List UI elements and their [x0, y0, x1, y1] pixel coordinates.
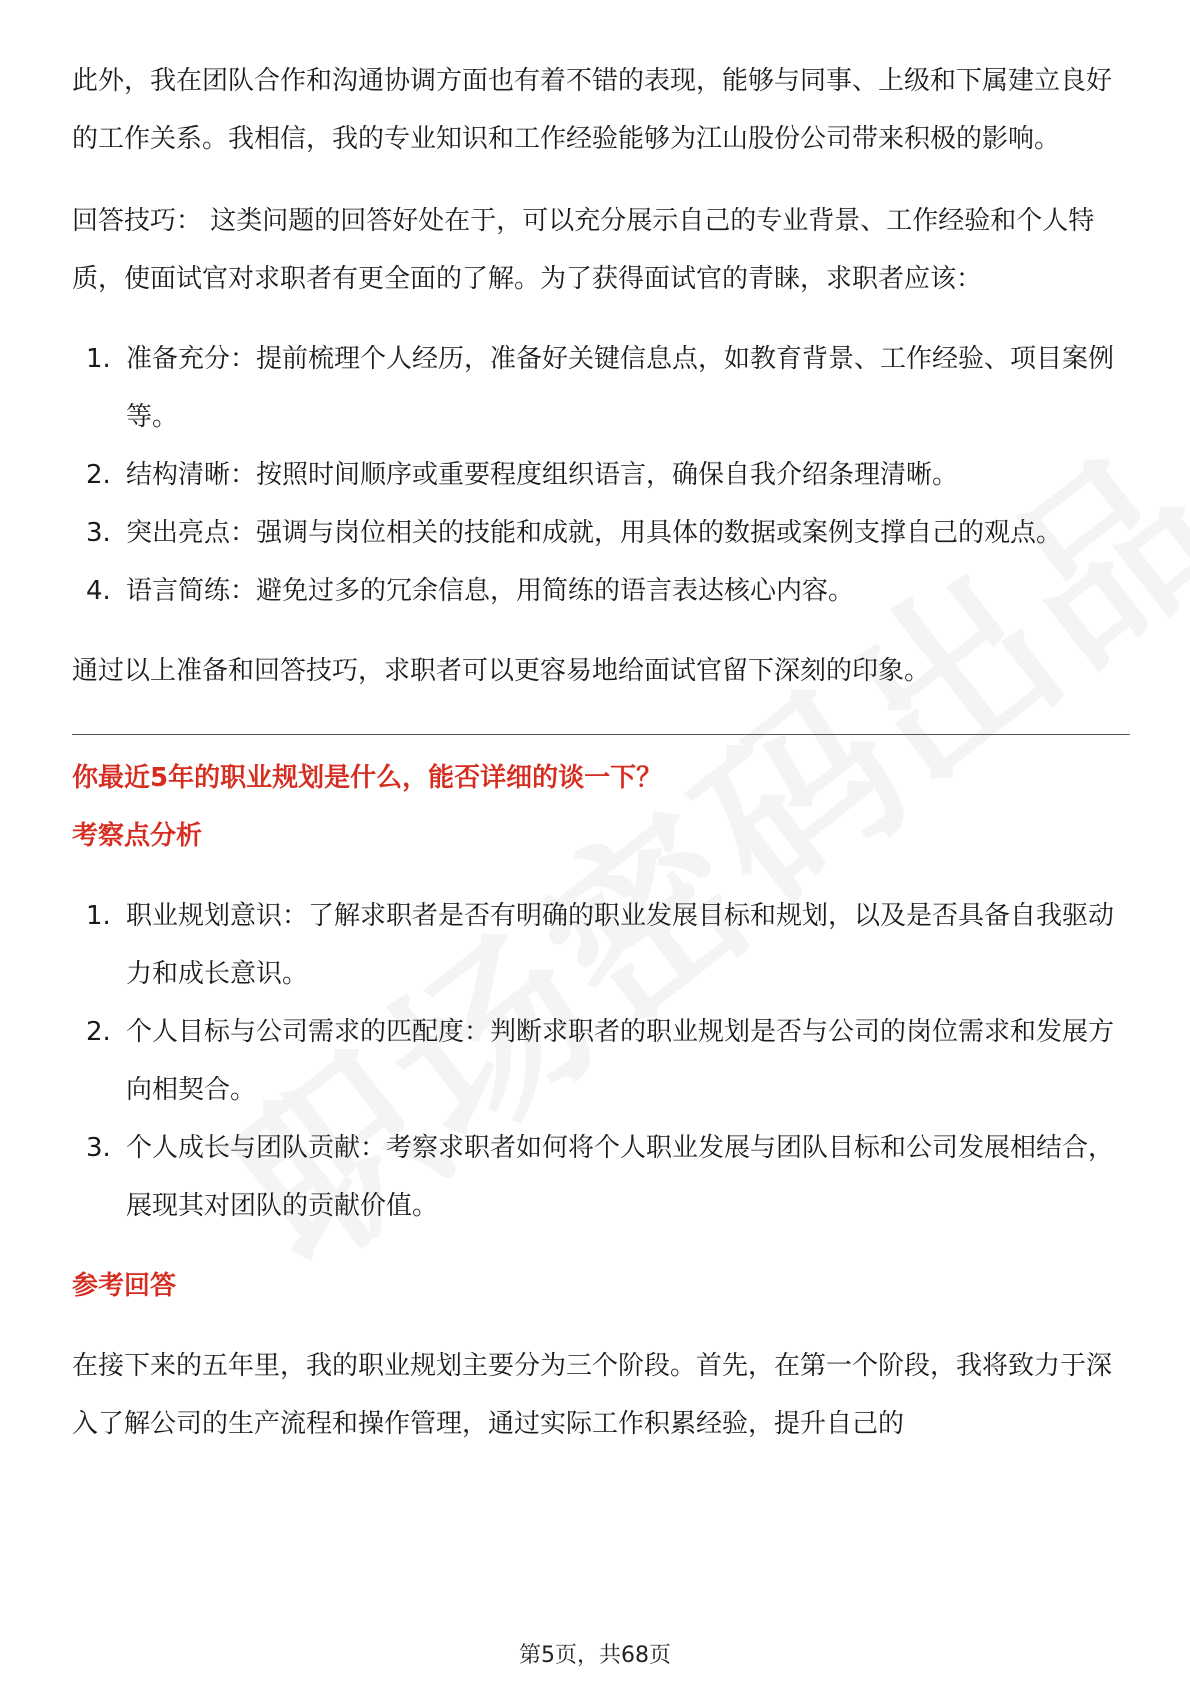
analysis-heading: 考察点分析: [72, 821, 203, 851]
list-text: 个人成长与团队贡献：考察求职者如何将个人职业发展与团队目标和公司发展相结合，展现其对团队的贡献价值。: [126, 1133, 1115, 1221]
list-item: [72, 330, 1132, 446]
intro-paragraph: 此外，我在团队合作和沟通协调方面也有着不错的表现，能够与同事、上级和下属建立良好的工作关系。我相信，我的专业知识和工作经验能够为江山股份公司带来积极的影响。: [72, 66, 1113, 154]
list-text: 职业规划意识：了解求职者是否有明确的职业发展目标和规划，以及是否具备自我驱动力和成长意识。: [126, 901, 1115, 989]
list-item: [72, 562, 1132, 620]
answer-heading: 参考回答: [72, 1271, 177, 1301]
answer-paragraph: 在接下来的五年里，我的职业规划主要分为三个阶段。首先，在第一个阶段，我将致力于深入了解公司的生产流程和操作管理，通过实际工作积累经验，提升自己的: [72, 1351, 1113, 1439]
list-text: 语言简练：避免过多的冗余信息，用简练的语言表达核心内容。: [126, 576, 855, 606]
list-item: [72, 504, 1132, 562]
list-text: 突出亮点：强调与岗位相关的技能和成就，用具体的数据或案例支撑自己的观点。: [126, 518, 1063, 548]
list-item: [72, 887, 1132, 1003]
tips-list: [72, 330, 1132, 620]
list-number: 4.: [86, 576, 111, 606]
list-number: 1.: [86, 901, 111, 931]
tips-paragraph: 回答技巧： 这类问题的回答好处在于，可以充分展示自己的专业背景、工作经验和个人特质，使面试官对求职者有更全面的了解。为了获得面试官的青睐，求职者应该：: [72, 206, 1095, 294]
list-text: 个人目标与公司需求的匹配度：判断求职者的职业规划是否与公司的岗位需求和发展方向相契合。: [126, 1017, 1115, 1105]
list-item: [72, 1003, 1132, 1119]
list-item: [72, 446, 1132, 504]
list-number: 2.: [86, 460, 111, 490]
list-text: 准备充分：提前梳理个人经历，准备好关键信息点，如教育背景、工作经验、项目案例等。: [126, 344, 1115, 432]
list-number: 1.: [86, 344, 111, 374]
list-number: 3.: [86, 518, 111, 548]
section-divider: [72, 734, 1130, 735]
analysis-list: [72, 887, 1132, 1235]
summary-paragraph: 通过以上准备和回答技巧，求职者可以更容易地给面试官留下深刻的印象。: [72, 656, 931, 686]
question-title: 你最近5年的职业规划是什么，能否详细的谈一下？: [72, 763, 663, 793]
list-item: [72, 1119, 1132, 1235]
list-number: 2.: [86, 1017, 111, 1047]
document-body: [72, 52, 1132, 1453]
list-text: 结构清晰：按照时间顺序或重要程度组织语言，确保自我介绍条理清晰。: [126, 460, 959, 490]
list-number: 3.: [86, 1133, 111, 1163]
page-footer: 第5页，共68页: [519, 1643, 671, 1668]
